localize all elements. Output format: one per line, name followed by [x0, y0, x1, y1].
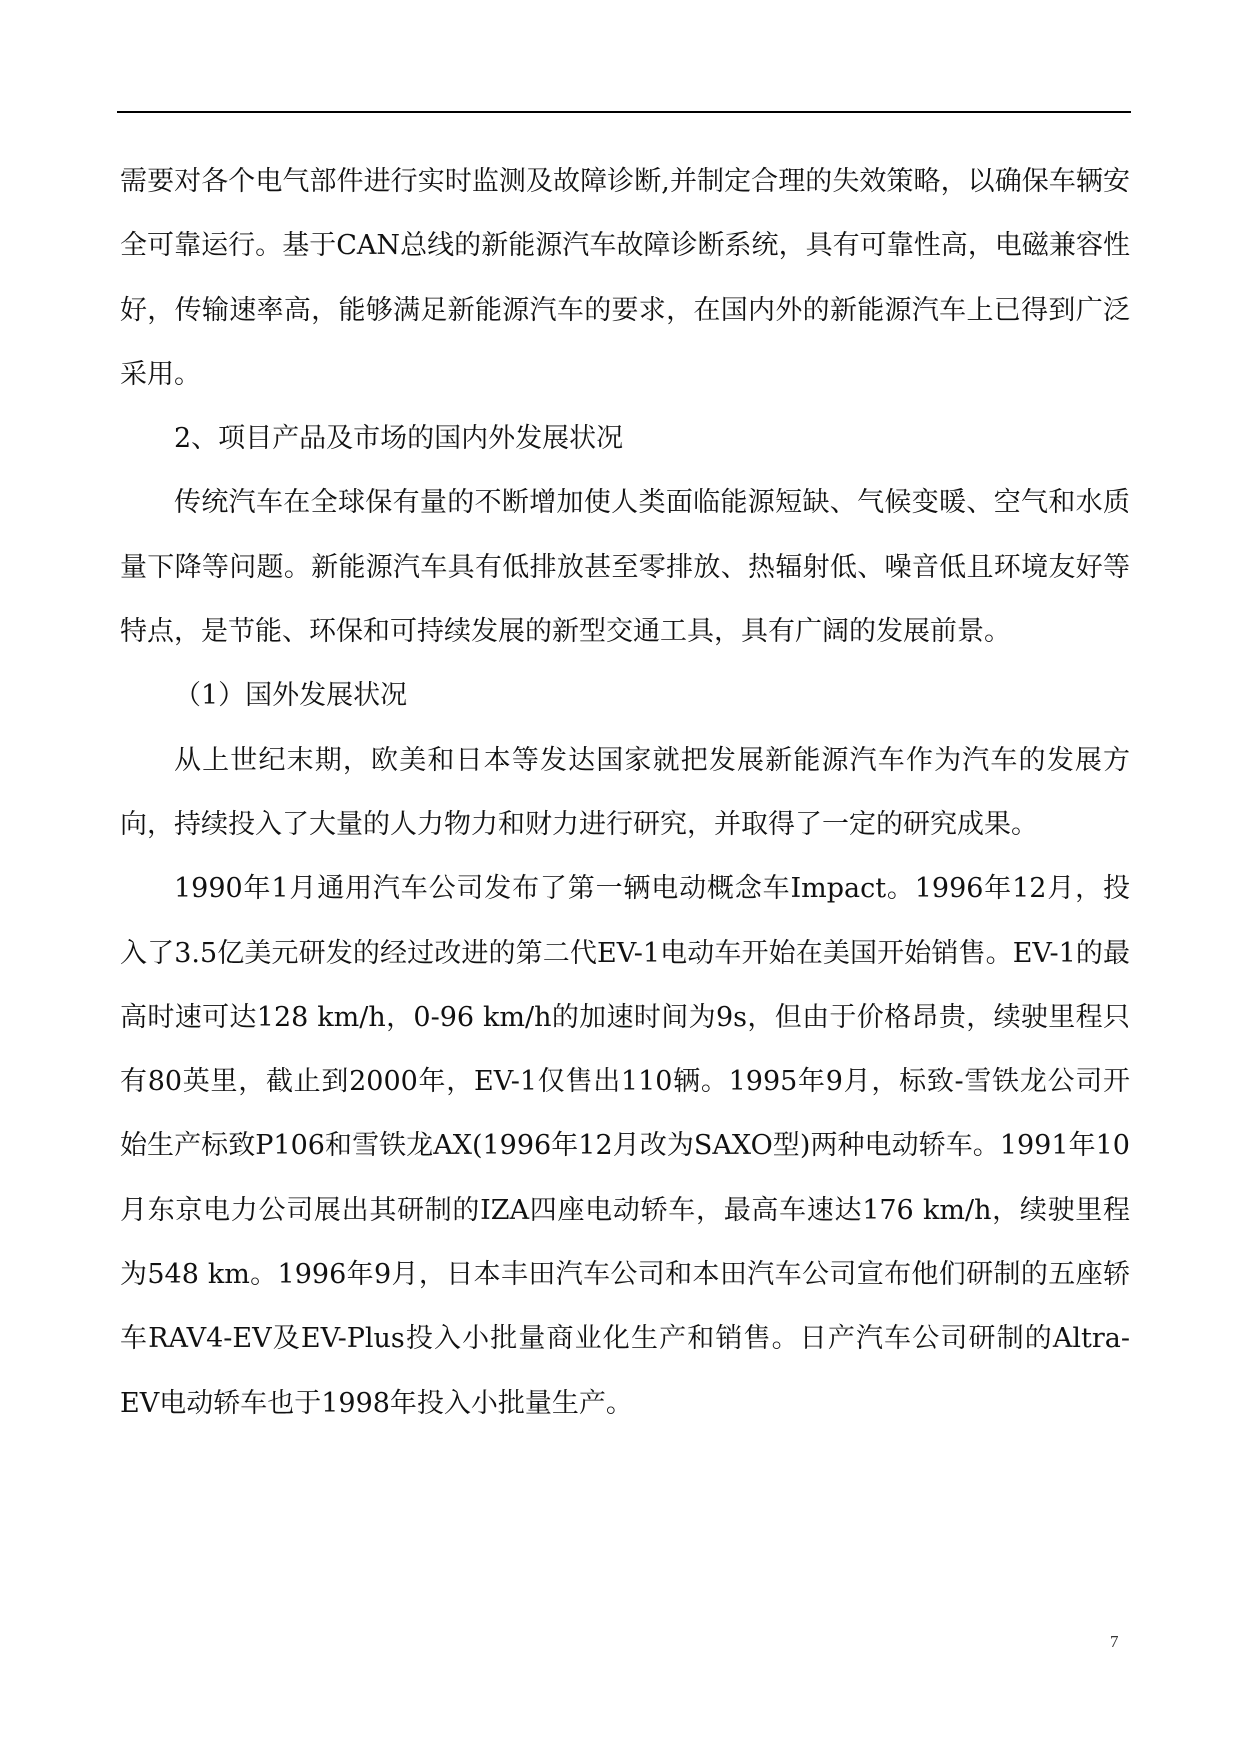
paragraph-continuation: 需要对各个电气部件进行实时监测及故障诊断,并制定合理的失效策略，以确保车辆安全可靠运行。基于CAN总线的新能源汽车故障诊断系统，具有可靠性高，电磁兼容性好，传输速率高，能够满足新能源汽车的要求，在国内外的新能源汽车上已得到广泛采用。	[120, 166, 1130, 390]
section-heading: 2、项目产品及市场的国内外发展状况	[174, 423, 624, 455]
header-rule	[117, 111, 1131, 113]
paragraph-foreign-history: 1990年1月通用汽车公司发布了第一辆电动概念车Impact。1996年12月，投入了3.5亿美元研发的经过改进的第二代EV-1电动车开始在美国开始销售。EV-1的最高时速可达128 km/h，0-96 km/h的加速时间为9s，但由于价格昂贵，续驶里程只有80英里，截止到2000年，EV-1仅售出110辆。1995年9月，标致-雪铁龙公司开始生产标致P106和雪铁龙AX(1996年12月改为SAXO型)两种电动轿车。1991年10月东京电力公司展出其研制的IZA四座电动轿车，最高车速达176 km/h，续驶里程为548 km。1996年9月，日本丰田汽车公司和本田汽车公司宣布他们研制的五座轿车RAV4-EV及EV-Plus投入小批量商业化生产和销售。日产汽车公司研制的Altra-EV电动轿车也于1998年投入小批量生产。	[120, 873, 1130, 1419]
paragraph-foreign-intro: 从上世纪末期，欧美和日本等发达国家就把发展新能源汽车作为汽车的发展方向，持续投入了大量的人力物力和财力进行研究，并取得了一定的研究成果。	[120, 744, 1130, 840]
subsection-heading: （1）国外发展状况	[174, 680, 408, 712]
paragraph-overview: 传统汽车在全球保有量的不断增加使人类面临能源短缺、气候变暖、空气和水质量下降等问题。新能源汽车具有低排放甚至零排放、热辐射低、噪音低且环境友好等特点，是节能、环保和可持续发展的新型交通工具，具有广阔的发展前景。	[120, 487, 1130, 648]
document-body	[120, 150, 1130, 1436]
page-number: 7	[1110, 1632, 1119, 1651]
